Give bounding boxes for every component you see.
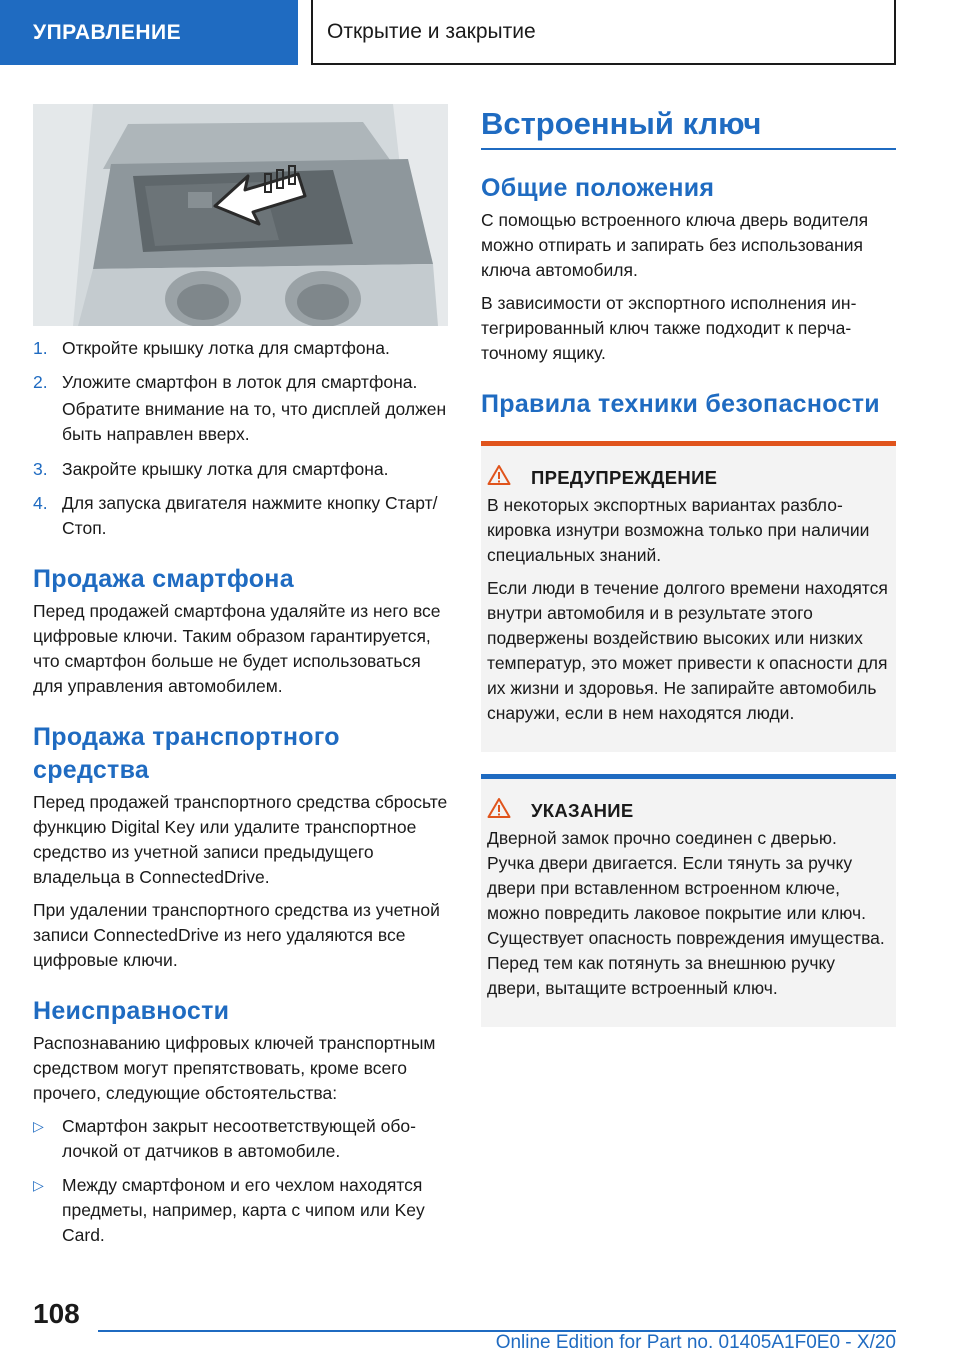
list-item [33,1173,449,1248]
heading-sell-vehicle: Продажа транспортного средства [33,723,340,784]
tray-illustration [33,104,448,326]
step-text: Откройте крышку лотка для смартфона. [62,338,390,358]
note-header [487,797,888,824]
list-item-text: Смартфон закрыт несоответствующей оболочкой от датчиков в автомобиле. [62,1116,416,1161]
warning-box [481,441,896,752]
step-number: 2. [33,372,48,392]
warning-text-1: В некоторых экспортных вариантах разблокировка изнутри возможна только при наличии специальных знаний. [487,495,870,565]
step-item [33,457,449,482]
list-item-text: Между смартфоном и его чехлом находятся предметы, например, карта с чипом или Key Card. [62,1175,425,1245]
general-text-2: В зависимости от экспортного исполнения интегрированный ключ также подходит к перчаточному ящику. [481,293,857,363]
sell-vehicle-text-1: Перед продажей транспортного средства сбросьте функцию Digital Key или удалите транспортное средство из учетной записи предыдущего владельца в ConnectedDrive. [33,792,448,887]
list-item [33,1114,449,1164]
smartphone-tray-photo [33,104,448,326]
sell-vehicle-text-2: При удалении транспортного средства из учетной записи ConnectedDrive из него удаляются все цифровые ключи. [33,900,440,970]
step-item [33,336,449,361]
section-tab: УПРАВЛЕНИЕ [0,0,298,65]
step-note: Обратите внимание на то, что дисплей должен быть направлен вверх. [62,399,447,444]
warning-header [487,464,888,491]
note-title: УКАЗАНИЕ [531,799,634,821]
left-column [33,336,449,1257]
page-number: 108 [33,1298,80,1329]
faults-intro: Распознаванию цифровых ключей транспортным средством могут препятствовать, кроме всего прочего, следующие обстоятельства: [33,1033,436,1103]
step-item [33,491,449,541]
caution-triangle-icon [487,797,531,824]
instruction-steps-cont [33,457,449,541]
sell-phone-text: Перед продажей смартфона удаляйте из него все цифровые ключи. Таким образом гарантируется, что смартфон больше не будет использоваться для управления автомобилем. [33,601,441,696]
note-text: Дверной замок прочно соединен с дверью. Ручка двери двигается. Если тянуть за ручку двери при вставленном встроенном ключе, можно повредить лаковое покрытие или ключ. Существует опасность повреждения имущества. Перед тем как потянуть за внешнюю ручку двери, вытащите встроенный ключ. [487,828,885,998]
warning-text-2: Если люди в течение долгого времени находятся внутри автомобиля и в результате этого подвержены воздействию высоких или низких температур, это может привести к опасности для их жизни и здоровья. Не запирайте автомобиль снаружи, если в нем находятся люди. [487,578,888,723]
chapter-title: Открытие и закрытие [311,0,896,65]
step-text: Уложите смартфон в лоток для смартфона. [62,372,418,392]
footer-edition: Online Edition for Part no. 01405A1F0E0 - X/20 [495,1332,896,1353]
step-text: Закройте крышку лотка для смартфона. [62,459,389,479]
step-item [33,370,449,395]
general-text-1: С помощью встроенного ключа дверь водителя можно отпирать и запирать без использования ключа автомобиля. [481,210,869,280]
heading-safety: Правила техники безопасности [481,390,880,418]
step-text: Для запуска двигателя нажмите кнопку Старт/Стоп. [62,493,438,538]
instruction-steps [33,336,449,395]
heading-sell-phone: Продажа смартфона [33,565,294,593]
faults-list [33,1114,449,1248]
heading-general: Общие положения [481,174,715,202]
page-title: Встроенный ключ [481,104,896,150]
warning-triangle-icon [487,464,531,491]
warning-title: ПРЕДУПРЕЖДЕНИЕ [531,466,718,488]
step-number: 3. [33,459,48,479]
triangle-bullet-icon: ▷ [33,1118,44,1134]
step-number: 4. [33,493,48,513]
heading-faults: Неисправности [33,997,230,1025]
triangle-bullet-icon: ▷ [33,1177,44,1193]
right-column [481,104,896,1027]
step-number: 1. [33,338,48,358]
note-box [481,774,896,1027]
